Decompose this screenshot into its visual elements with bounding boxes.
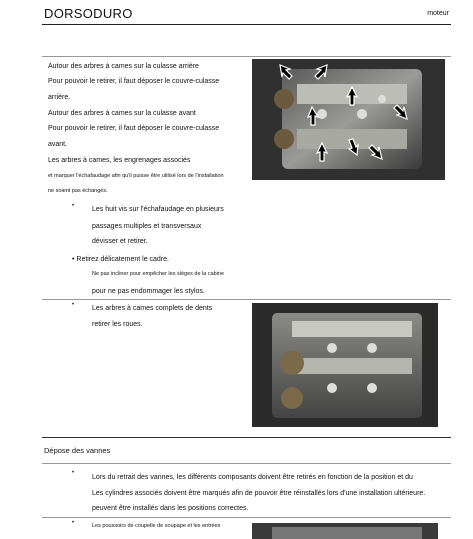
section2-line-2: Les cylindres associés doivent être marqués afin de pouvoir être réinstallés lors d'une installation ultérieure.	[92, 490, 426, 497]
block1-line-2: Pour pouvoir le retirer, il faut déposer le couvre-culasse	[48, 78, 220, 85]
block1-small-1: et marquer l'échafaudage afin qu'il puisse être utilisé lors de l'installation	[48, 173, 224, 179]
engine-photo-1	[252, 59, 445, 180]
section2-line-3: peuvent être installés dans les positions correctes.	[92, 505, 249, 512]
engine-photo-2	[252, 303, 438, 427]
bullet-icon: •	[72, 203, 75, 209]
bullet-icon: •	[72, 520, 75, 526]
header-rule	[42, 24, 451, 25]
block2-line-2: retirer les roues.	[92, 321, 143, 328]
section2-line-1: Lors du retrait des vannes, les différents composants doivent être retirés en fonction de la position et du	[92, 474, 413, 481]
step2-line: • Retirez délicatement le cadre.	[72, 256, 169, 263]
step1-line-2: passages multiples et transversaux	[92, 223, 202, 230]
block1-line-6: avant.	[48, 141, 68, 148]
section2-title: Dépose des vannes	[44, 446, 111, 455]
bullet-icon: •	[72, 470, 75, 476]
step2-cont: pour ne pas endommager les stylos.	[92, 288, 205, 295]
step1-line-1: Les huit vis sur l'échafaudage en plusieurs	[92, 206, 224, 213]
section-rule-last	[42, 517, 451, 518]
block1-small-2: ne soient pas échangés.	[48, 188, 108, 194]
bullet-icon: •	[72, 302, 75, 308]
block1-line-4: Autour des arbres à cames sur la culasse avant	[48, 110, 196, 117]
block2-line-1: Les arbres à cames complets de dents	[92, 305, 213, 312]
block1-line-3: arrière.	[48, 94, 71, 101]
block1-line-5: Pour pouvoir le retirer, il faut déposer le couvre-culasse	[48, 125, 220, 132]
section-rule-bottom	[42, 437, 451, 438]
engine-photo-3	[252, 523, 438, 539]
section2-last-line: Les poussoirs de coupelle de soupape et les entrées	[92, 523, 221, 529]
section-rule-mid	[42, 299, 451, 300]
block1-line-1: Autour des arbres à cames sur la culasse arrière	[48, 63, 199, 70]
step1-line-3: dévisser et retirer.	[92, 238, 148, 245]
block1-line-7: Les arbres à cames, les engrenages associés	[48, 157, 191, 164]
page-header-title: DORSODURO	[44, 6, 133, 21]
section-rule-top	[42, 56, 451, 57]
section-rule-title	[42, 463, 451, 464]
page-header-section: moteur	[427, 10, 449, 17]
step2-small: Ne pas incliner pour empêcher les sièges de la cabine	[92, 271, 225, 277]
